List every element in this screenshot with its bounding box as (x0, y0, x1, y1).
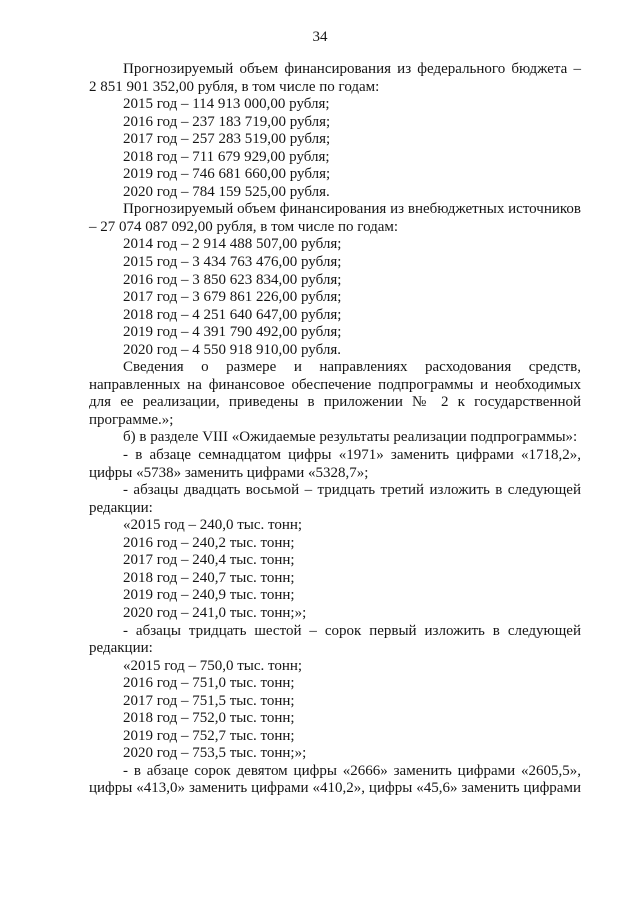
extrabudgetary-funding-by-year-list (89, 236, 581, 359)
federal-funding-by-year-list (89, 96, 581, 201)
list-item: 2020 год – 4 550 918 910,00 рубля. (123, 341, 341, 358)
list-item: «2015 год – 750,0 тыс. тонн; (123, 657, 303, 674)
spending-info-paragraph: Сведения о размере и направлениях расходования средств, направленных на финансовое обеспечение подпрограммы и необходимых для ее реализации, приведены в приложении № 2 к государственной программе.»; (89, 359, 581, 428)
list-item: 2018 год – 752,0 тыс. тонн; (123, 710, 295, 727)
list-item: 2020 год – 784 159 525,00 рубля. (123, 183, 330, 200)
paragraphs-36-41-amendment: - абзацы тридцать шестой – сорок первый изложить в следующей редакции: (89, 622, 581, 657)
document-body (89, 61, 581, 798)
list-item: 2017 год – 751,5 тыс. тонн; (123, 692, 295, 709)
list-item: 2019 год – 240,9 тыс. тонн; (123, 587, 295, 604)
list-item: 2016 год – 237 183 719,00 рубля; (123, 113, 331, 130)
tonnage-list-2 (89, 658, 581, 763)
list-item: 2015 год – 3 434 763 476,00 рубля; (123, 254, 342, 271)
paragraph-49-amendment: - в абзаце сорок девятом цифры «2666» заменить цифрами «2605,5», цифры «413,0» заменить цифрами «410,2», цифры «45,6» заменить цифрами (89, 762, 581, 797)
list-item: 2019 год – 4 391 790 492,00 рубля; (123, 324, 342, 341)
paragraph-17-amendment: - в абзаце семнадцатом цифры «1971» заменить цифрами «1718,2», цифры «5738» заменить цифрами «5328,7»; (89, 447, 581, 481)
federal-funding-total: 2 851 901 352,00 рубля, в том числе по годам: (89, 78, 380, 95)
list-item: 2020 год – 753,5 тыс. тонн;»; (123, 745, 307, 762)
list-item: 2019 год – 746 681 660,00 рубля; (123, 166, 331, 183)
list-item: 2018 год – 4 251 640 647,00 рубля; (123, 306, 342, 323)
list-item: 2017 год – 3 679 861 226,00 рубля; (123, 289, 342, 306)
list-item: 2016 год – 3 850 623 834,00 рубля; (123, 271, 342, 288)
list-item: 2016 год – 751,0 тыс. тонн; (123, 675, 295, 692)
page-number: 34 (312, 29, 328, 45)
list-item: 2015 год – 114 913 000,00 рубля; (123, 96, 330, 113)
list-item: 2014 год – 2 914 488 507,00 рубля; (123, 236, 342, 253)
list-item: 2017 год – 257 283 519,00 рубля; (123, 131, 331, 148)
paragraphs-28-33-amendment: - абзацы двадцать восьмой – тридцать третий изложить в следующей редакции: (89, 482, 581, 516)
list-item: 2018 год – 711 679 929,00 рубля; (123, 148, 330, 165)
federal-funding-intro: Прогнозируемый объем финансирования из федерального бюджета – (123, 61, 581, 77)
list-item: 2019 год – 752,7 тыс. тонн; (123, 727, 295, 744)
section-viii-paragraph: б) в разделе VIII «Ожидаемые результаты реализации подпрограммы»: (123, 429, 578, 446)
list-item: 2017 год – 240,4 тыс. тонн; (123, 552, 295, 569)
list-item: «2015 год – 240,0 тыс. тонн; (123, 517, 303, 534)
tonnage-list-1 (89, 517, 581, 622)
list-item: 2016 год – 240,2 тыс. тонн; (123, 534, 295, 551)
list-item: 2020 год – 241,0 тыс. тонн;»; (123, 604, 307, 621)
extrabudgetary-funding-intro: Прогнозируемый объем финансирования из внебюджетных источников – 27 074 087 092,00 рубля, в том числе по годам: (89, 201, 581, 235)
list-item: 2018 год – 240,7 тыс. тонн; (123, 569, 295, 586)
